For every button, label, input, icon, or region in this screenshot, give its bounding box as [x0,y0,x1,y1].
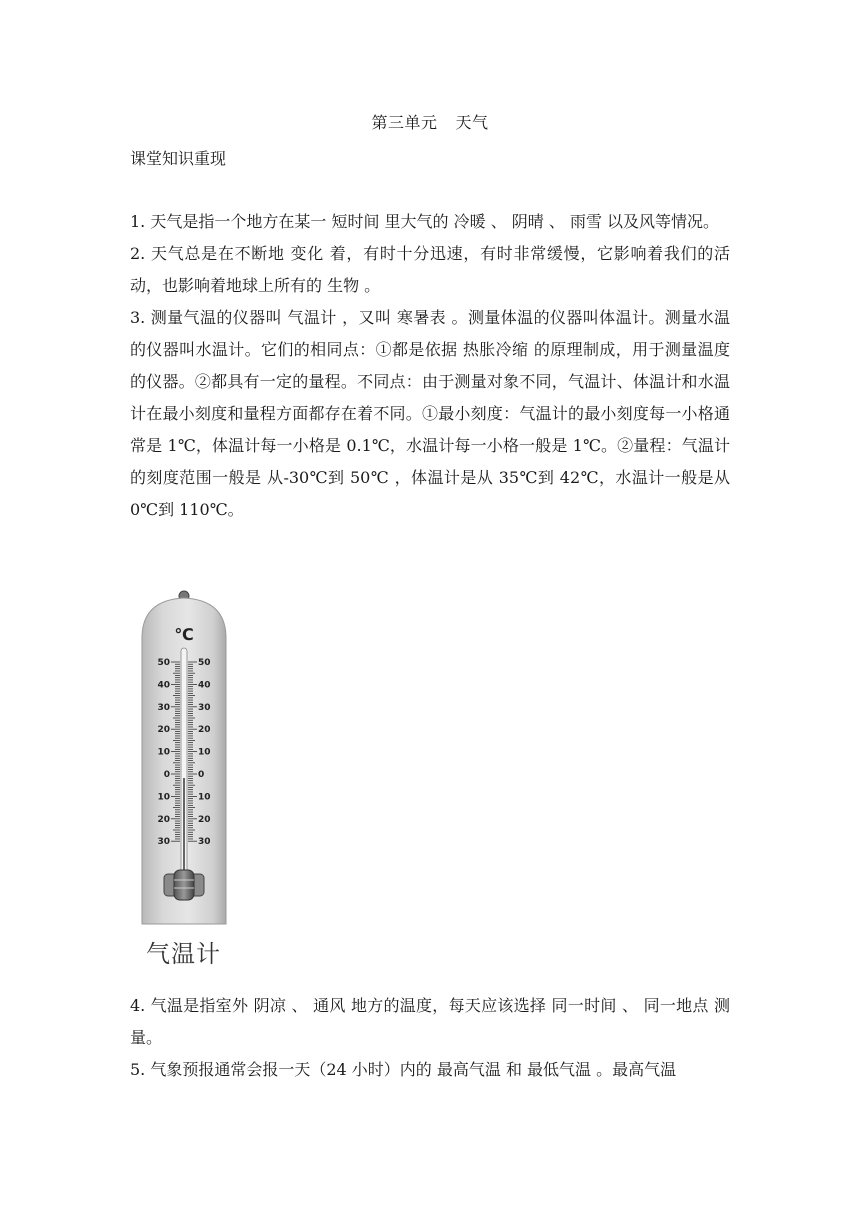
thermometer-figure [138,588,258,970]
paragraph-5: 5. 气象预报通常会报一天（24 小时）内的 最高气温 和 最低气温 。最高气温 [130,1060,677,1079]
paragraph-1: 1. 天气是指一个地方在某一 短时间 里大气的 冷暖 、 阴晴 、 雨雪 以及风等情况。 [130,212,720,231]
scale-label-left: 10 [157,792,170,803]
scale-label-right: 10 [198,792,211,803]
thermometer-image [138,588,258,928]
scale-label-right: 20 [198,814,211,825]
unit-title [0,110,860,133]
scale-label-left: 50 [157,658,170,668]
unit-title-topic: 天气 [455,113,489,132]
scale-label-right: 30 [198,702,211,713]
paragraph-2: 2. 天气总是在不断地 变化 着，有时十分迅速，有时非常缓慢，它影响着我们的活动，也影响着地球上所有的 生物 。 [130,244,730,295]
scale-label-left: 30 [157,702,170,713]
scale-label-right: 10 [198,747,211,758]
scale-label-left: 30 [157,837,170,848]
scale-label-left: 40 [157,680,170,691]
scale-label-right: 0 [198,770,205,780]
unit-label: ℃ [174,625,194,644]
figure-caption: 气温计 [146,940,221,968]
paragraph-4: 4. 气温是指室外 阴凉 、 通风 地方的温度，每天应该选择 同一时间 、 同一地点 测量。 [130,996,730,1047]
scale-label-left: 20 [157,814,170,825]
scale-label-right: 20 [198,725,211,736]
unit-title-number: 第三单元 [371,113,438,132]
scale-label-left: 0 [163,770,170,780]
scale-label-right: 40 [198,680,211,691]
scale-label-left: 10 [157,747,170,758]
paragraph-3: 3. 测量气温的仪器叫 气温计 ，又叫 寒暑表 。测量体温的仪器叫体温计。测量水温的仪器叫水温计。它们的相同点：①都是依据 热胀冷缩 的原理制成，用于测量温度的仪器。②都具有一定的量程。不同点：由于测量对象不同，气温计、体温计和水温计在最小刻度和量程方面都存在着不同。①最小刻度：气温计的最小刻度每一小格通常是 1℃，体温计每一小格是 0.1℃，水温计每一小格一般是 1℃。②量程：气温计的刻度范围一般是 从-30℃到 50℃ ，体温计是从 35℃到 42℃，水温计一般是从 0℃到 110℃。 [130,308,730,519]
paragraph-block [130,206,730,526]
scale-label-left: 20 [157,725,170,736]
section-subtitle: 课堂知识重现 [130,149,227,168]
scale-label-right: 50 [198,658,211,668]
scale-label-right: 30 [198,837,211,848]
